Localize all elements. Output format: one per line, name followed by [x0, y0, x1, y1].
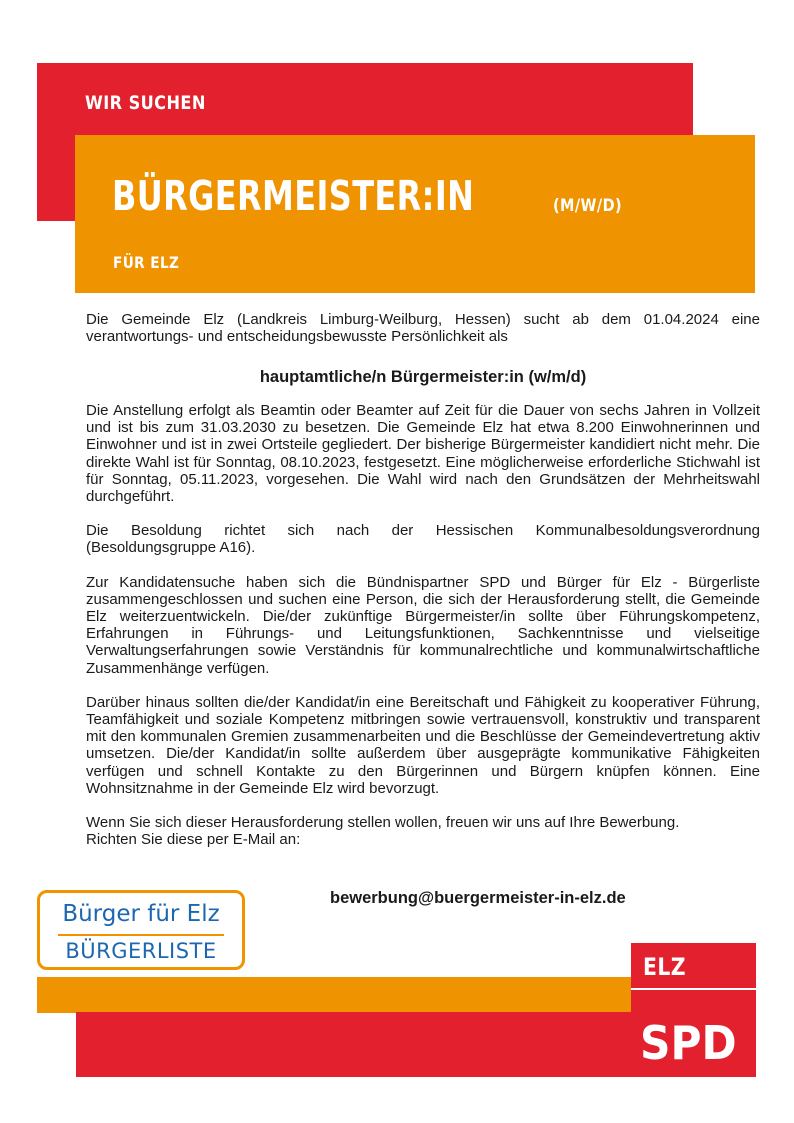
closing-line-2: Richten Sie diese per E-Mail an: [86, 831, 301, 849]
logo-line-buerger: Bürger für Elz [62, 901, 220, 927]
closing-line-1: Wenn Sie sich dieser Herausforderung stellen wollen, freuen wir uns auf Ihre Bewerbung. [86, 814, 680, 832]
we-seek-heading: WIR SUCHEN [85, 92, 206, 114]
intro-paragraph: Die Gemeinde Elz (Landkreis Limburg-Weilburg, Hessen) sucht ab dem 01.04.2024 eine verantwortungs- und entscheidungsbewusste Persönlichkeit als [86, 311, 760, 346]
for-place-heading: FÜR ELZ [113, 253, 180, 272]
spd-logo-place: ELZ [643, 953, 687, 981]
gender-heading: (M/W/D) [553, 196, 623, 216]
job-title: hauptamtliche/n Bürgermeister:in (w/m/d) [259, 368, 587, 386]
body-text [86, 402, 760, 848]
spd-logo-divider [631, 988, 756, 990]
paragraph-salary: Die Besoldung richtet sich nach der Hessischen Kommunalbesoldungsverordnung (Besoldungsgruppe A16). [86, 522, 760, 557]
spd-logo [631, 943, 756, 1077]
intro-text [86, 311, 760, 345]
paragraph-candidate-search: Zur Kandidatensuche haben sich die Bündnispartner SPD und Bürger für Elz - Bürgerliste zusammengeschlossen und suchen eine Person, die sich der Herausforderung stellt, die Gemeinde Elz weiterzuentwickeln. Die/der zukünftige Bürgermeister/in sollte über Führungskompetenz, Erfahrungen in Führungs- und Leitungsfunktionen, Sachkenntnisse und vielseitige Verwaltungserfahrungen sowie Verständnis für kommunalrechtliche und kommunalwirtschaftliche Zusammenhänge verfügen. [86, 573, 760, 677]
paragraph-employment: Die Anstellung erfolgt als Beamtin oder Beamter auf Zeit für die Dauer von sechs Jahren in Vollzeit und ist bis zum 31.03.2030 zu besetzen. Die Gemeinde Elz hat etwa 8.200 Einwohnerinnen und Einwohner und ist in zwei Ortsteile gegliedert. Der bisherige Bürgermeister kandidiert nicht mehr. Die direkte Wahl ist für Sonntag, 08.10.2023, festgesetzt. Eine möglicherweise erforderliche Stichwahl ist für Sonntag, 05.11.2023, vorgesehen. Die Wahl wird nach den Grundsätzen der Mehrheitswahl durchgeführt. [86, 402, 760, 506]
logo-line-buergerliste: BÜRGERLISTE [65, 939, 217, 963]
position-heading: BÜRGERMEISTER:IN [112, 172, 475, 220]
buerger-fuer-elz-logo [37, 890, 245, 970]
logo-divider [58, 934, 224, 936]
email-address[interactable]: bewerbung@buergermeister-in-elz.de [330, 889, 626, 907]
paragraph-requirements: Darüber hinaus sollten die/der Kandidat/in eine Bereitschaft und Fähigkeit zu kooperativer Führung, Teamfähigkeit und soziale Kompetenz mitbringen sowie vertrauensvoll, konstruktiv und transparent mit den kommunalen Gremien zusammenarbeiten und die Beschlüsse der Gemeindevertretung aktiv umsetzen. Die/der Kandidat/in sollte außerdem über ausgeprägte kommunikative Fähigkeiten verfügen und schnell Kontakte zu den Bürgerinnen und Bürgern knüpfen können. Eine Wohnsitznahme in der Gemeinde Elz wird bevorzugt. [86, 693, 760, 797]
spd-logo-party: SPD [640, 1016, 737, 1070]
